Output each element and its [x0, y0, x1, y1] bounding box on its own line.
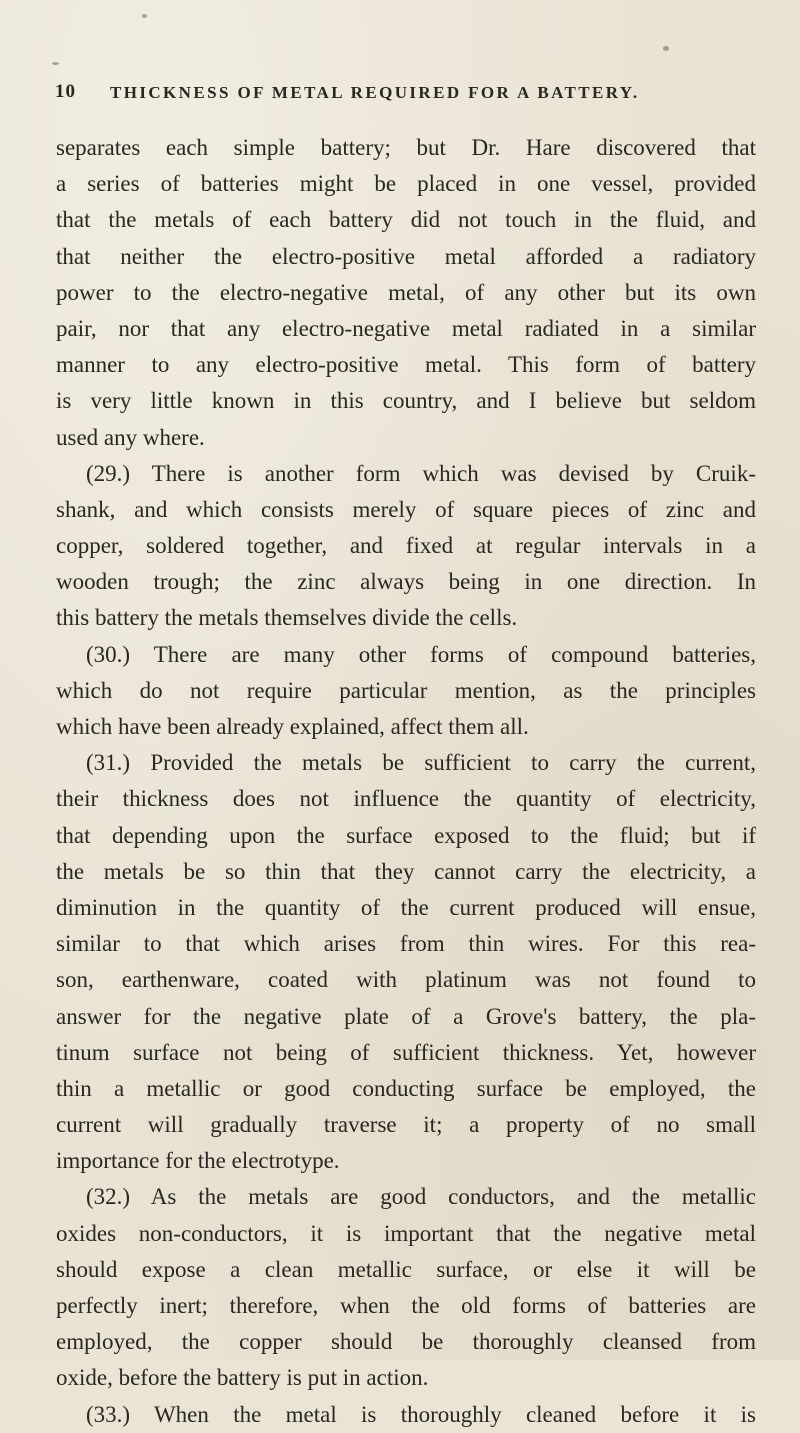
- ink-speck: [52, 62, 59, 65]
- text-line: oxide, before the battery is put in action.: [56, 1365, 429, 1391]
- text-line: shank, and which consists merely of square pieces of zinc and: [56, 496, 756, 522]
- running-head: THICKNESS OF METAL REQUIRED FOR A BATTERY.: [110, 83, 640, 102]
- page-header: [55, 81, 755, 111]
- paragraph-30-start: (30.) There are many other forms of compound batteries,: [86, 641, 756, 667]
- text-line: this battery the metals themselves divide the cells.: [56, 605, 518, 631]
- page-number: 10: [55, 81, 76, 102]
- text-line: pair, nor that any electro-negative metal radiated in a similar: [56, 315, 756, 341]
- text-line: that the metals of each battery did not touch in the fluid, and: [56, 207, 756, 233]
- text-line: diminution in the quantity of the current produced will ensue,: [56, 894, 756, 920]
- text-line: separates each simple battery; but Dr. Hare discovered that: [56, 135, 756, 160]
- text-line: manner to any electro-positive metal. This form of battery: [56, 352, 756, 378]
- text-line: copper, soldered together, and fixed at regular intervals in a: [56, 533, 756, 559]
- text-line: perfectly inert; therefore, when the old forms of batteries are: [56, 1293, 756, 1318]
- ink-speck: [663, 46, 669, 51]
- text-line: is very little known in this country, and I believe but seldom: [56, 388, 756, 414]
- text-line: son, earthenware, coated with platinum was not found to: [56, 967, 756, 993]
- text-line: their thickness does not influence the quantity of electricity,: [56, 786, 756, 812]
- text-line: tinum surface not being of sufficient thickness. Yet, however: [56, 1039, 756, 1065]
- text-line: a series of batteries might be placed in one vessel, provided: [56, 171, 756, 197]
- text-line: that depending upon the surface exposed to the fluid; but if: [56, 822, 756, 848]
- paragraph-29-start: (29.) There is another form which was devised by Cruik-: [86, 460, 756, 486]
- text-line: the metals be so thin that they cannot carry the electricity, a: [56, 858, 756, 884]
- paragraph-31-start: (31.) Provided the metals be sufficient to carry the current,: [86, 750, 756, 776]
- text-line: wooden trough; the zinc always being in one direction. In: [56, 569, 756, 595]
- text-line: oxides non-conductors, it is important that the negative metal: [56, 1220, 756, 1246]
- text-line: similar to that which arises from thin wires. For this rea-: [56, 931, 756, 957]
- text-line: current will gradually traverse it; a property of no small: [56, 1112, 756, 1138]
- paragraph-32-start: (32.) As the metals are good conductors, and the metallic: [86, 1184, 756, 1210]
- text-line: used any where.: [56, 424, 205, 450]
- text-line: thin a metallic or good conducting surface be employed, the: [56, 1075, 756, 1101]
- text-line: answer for the negative plate of a Grove's battery, the pla-: [56, 1003, 756, 1029]
- ink-speck: [142, 14, 147, 18]
- text-line: importance for the electrotype.: [56, 1148, 340, 1174]
- text-line: which do not require particular mention, as the principles: [56, 677, 756, 703]
- text-line: that neither the electro-positive metal afforded a radiatory: [56, 243, 756, 269]
- text-line: should expose a clean metallic surface, or else it will be: [56, 1256, 756, 1282]
- text-line: power to the electro-negative metal, of any other but its own: [56, 279, 756, 305]
- text-line: employed, the copper should be thoroughly cleansed from: [56, 1329, 756, 1355]
- body-text: [56, 130, 756, 1433]
- paragraph-33-start: (33.) When the metal is thoroughly cleaned before it is: [86, 1401, 756, 1427]
- text-line: which have been already explained, affect them all.: [56, 714, 529, 739]
